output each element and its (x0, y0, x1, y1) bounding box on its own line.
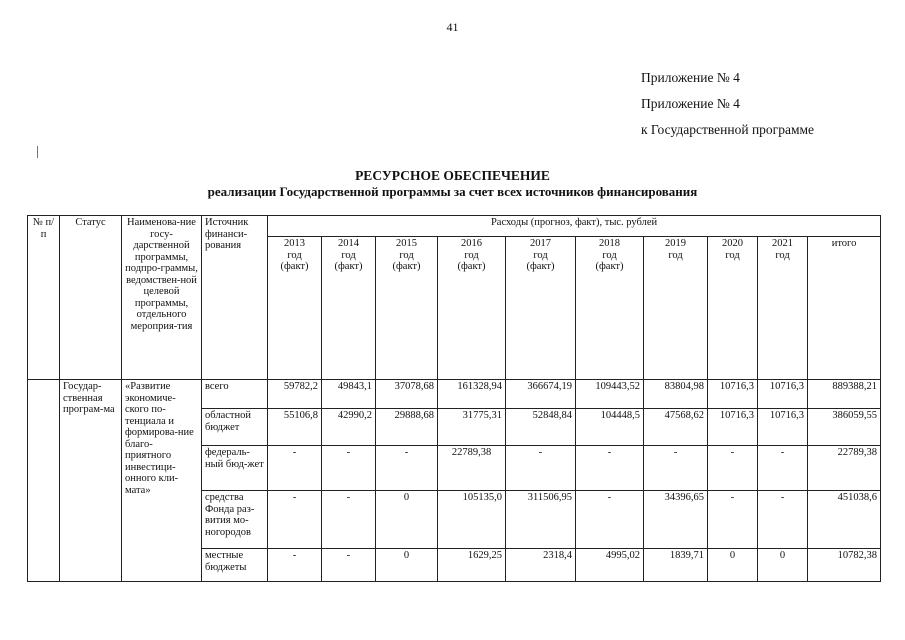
value-cell: 83804,98 (644, 380, 708, 409)
total-cell: 10782,38 (808, 549, 881, 582)
table-row (28, 380, 881, 409)
value-cell: 31775,31 (438, 409, 506, 446)
value-cell: - (708, 491, 758, 549)
value-cell: - (758, 491, 808, 549)
value-cell: 10716,3 (758, 409, 808, 446)
value-cell: 52848,84 (506, 409, 576, 446)
page-number: 41 (446, 20, 459, 34)
value-cell: - (758, 446, 808, 491)
source-cell: федераль-ный бюд-жет (202, 446, 268, 491)
value-cell: - (506, 446, 576, 491)
value-cell: 47568,62 (644, 409, 708, 446)
value-cell: 0 (708, 549, 758, 582)
year-header: 2019 год (644, 237, 708, 380)
value-cell: 0 (376, 491, 438, 549)
value-cell: 59782,2 (268, 380, 322, 409)
value-cell: 22789,38 (438, 446, 506, 491)
year-header: 2014 год (факт) (322, 237, 376, 380)
total-cell: 386059,55 (808, 409, 881, 446)
value-cell: 10716,3 (708, 380, 758, 409)
value-cell: 42990,2 (322, 409, 376, 446)
program-name: «Развитие экономиче-ского по-тенциала и формирова-ние благо-приятного инвестици-онного кли-мата» (122, 380, 202, 582)
value-cell: - (376, 446, 438, 491)
appendix-line-2: Приложение № 4 (641, 96, 740, 111)
header-expenses: Расходы (прогноз, факт), тыс. рублей (268, 216, 881, 237)
year-header: 2017 год (факт) (506, 237, 576, 380)
value-cell: 366674,19 (506, 380, 576, 409)
source-cell: всего (202, 380, 268, 409)
value-cell: - (268, 446, 322, 491)
value-cell: 55106,8 (268, 409, 322, 446)
value-cell: 4995,02 (576, 549, 644, 582)
value-cell: 104448,5 (576, 409, 644, 446)
year-header: 2016 год (факт) (438, 237, 506, 380)
value-cell: 311506,95 (506, 491, 576, 549)
value-cell: 0 (758, 549, 808, 582)
value-cell: 29888,68 (376, 409, 438, 446)
value-cell: 34396,65 (644, 491, 708, 549)
value-cell: 0 (376, 549, 438, 582)
document-subtitle: реализации Государственной программы за счет всех источников финансирования (207, 184, 698, 199)
value-cell: - (576, 491, 644, 549)
value-cell: - (322, 549, 376, 582)
value-cell: 161328,94 (438, 380, 506, 409)
value-cell: 1629,25 (438, 549, 506, 582)
value-cell: - (322, 491, 376, 549)
year-header: 2020 год (708, 237, 758, 380)
total-cell: 451038,6 (808, 491, 881, 549)
year-header: 2013 год (факт) (268, 237, 322, 380)
program-status: Государ-ственная програм-ма (60, 380, 122, 582)
appendix-line-1: Приложение № 4 (641, 70, 740, 85)
year-header: 2021 год (758, 237, 808, 380)
total-cell: 889388,21 (808, 380, 881, 409)
header-name: Наименова-ние госу-дарственной программы, подпро-граммы, ведомствен-ной целевой программы, отдельного мероприя-тия (122, 216, 202, 380)
source-cell: местные бюджеты (202, 549, 268, 582)
scan-mark (37, 146, 38, 158)
document-title: РЕСУРСНОЕ ОБЕСПЕЧЕНИЕ (355, 168, 550, 183)
value-cell: - (268, 549, 322, 582)
value-cell: 10716,3 (708, 409, 758, 446)
value-cell: - (322, 446, 376, 491)
value-cell: 2318,4 (506, 549, 576, 582)
value-cell: 10716,3 (758, 380, 808, 409)
resource-table (27, 215, 881, 582)
value-cell: 37078,68 (376, 380, 438, 409)
value-cell: - (644, 446, 708, 491)
row-num (28, 380, 60, 582)
value-cell: - (268, 491, 322, 549)
header-status: Статус (60, 216, 122, 380)
header-num: № п/п (28, 216, 60, 380)
year-header: 2015 год (факт) (376, 237, 438, 380)
header-source: Источник финанси-рования (202, 216, 268, 380)
total-cell: 22789,38 (808, 446, 881, 491)
header-total: итого (808, 237, 881, 380)
year-header: 2018 год (факт) (576, 237, 644, 380)
value-cell: 1839,71 (644, 549, 708, 582)
value-cell: - (576, 446, 644, 491)
value-cell: 105135,0 (438, 491, 506, 549)
value-cell: 49843,1 (322, 380, 376, 409)
appendix-line-3: к Государственной программе (641, 122, 815, 137)
value-cell: - (708, 446, 758, 491)
source-cell: средства Фонда раз-вития мо-ногородов (202, 491, 268, 549)
value-cell: 109443,52 (576, 380, 644, 409)
source-cell: областной бюджет (202, 409, 268, 446)
